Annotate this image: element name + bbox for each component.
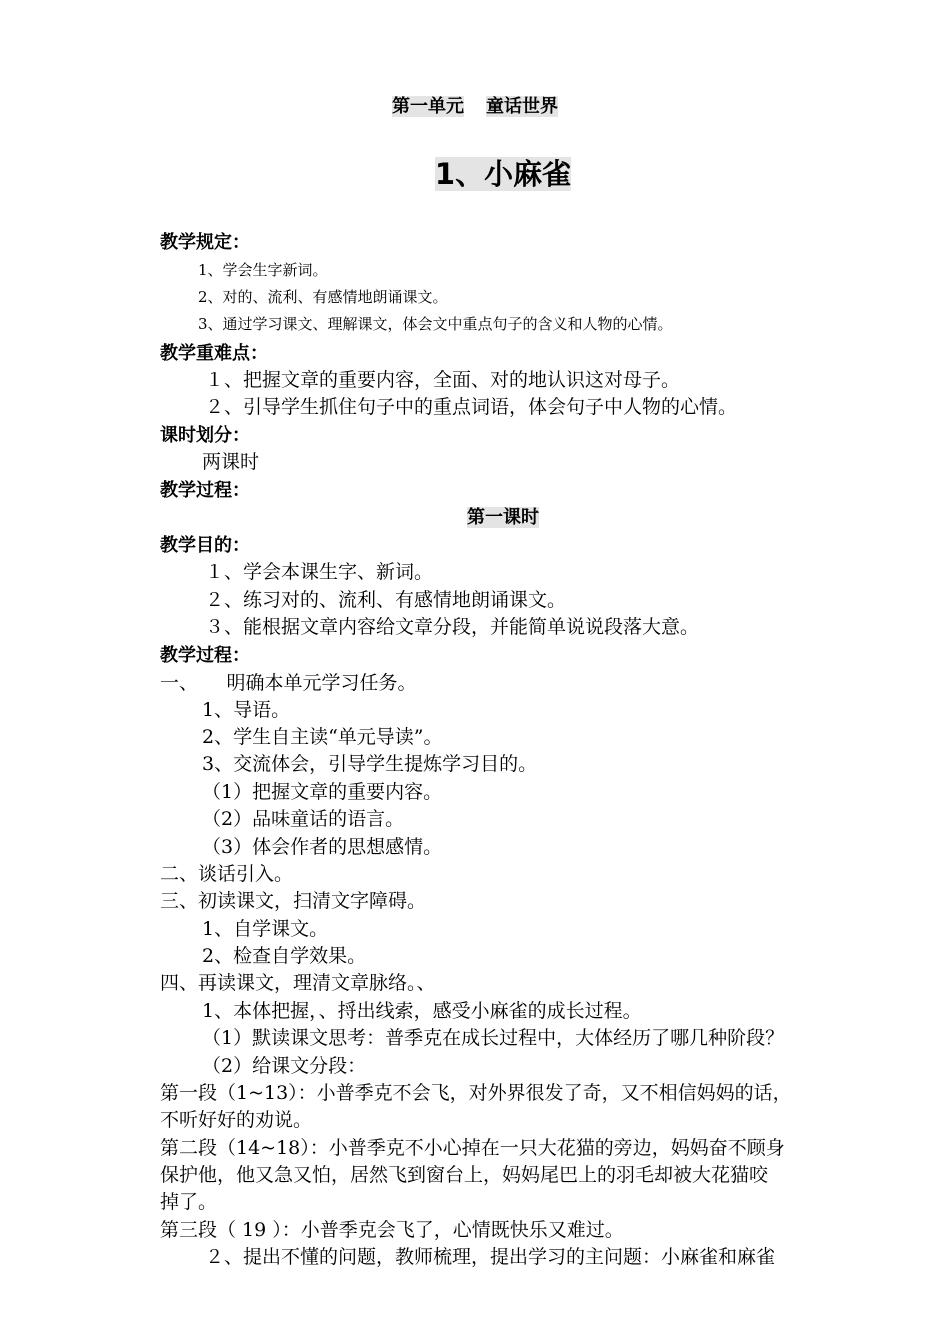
step-line: 1、自学课文。	[202, 918, 329, 940]
key-points-heading: 教学重难点：	[160, 343, 268, 364]
step-line: 二、谈话引入。	[160, 863, 294, 885]
step-line: 1、本体把握，、捋出线索，感受小麻雀的成长过程。	[202, 1000, 642, 1022]
first-period-title	[0, 504, 950, 531]
step-line: 掉了。	[160, 1191, 218, 1213]
requirement-item: 3、通过学习课文、理解课文，体会文中重点句子的含义和人物的心情。	[198, 315, 673, 333]
periods-value: 两课时	[202, 451, 260, 473]
objectives-heading: 教学目的：	[160, 535, 250, 556]
process-heading: 教学过程：	[160, 480, 250, 501]
requirement-item: 2、对的、流利、有感情地朗诵课文。	[198, 288, 448, 306]
first-period-title-text: 第一课时	[467, 507, 539, 528]
objective-item: １、学会本课生字、新词。	[205, 561, 434, 583]
step-line: 1、导语。	[202, 699, 291, 721]
step-line: 2、检查自学效果。	[202, 945, 367, 967]
lesson-title	[0, 152, 950, 193]
step-line: 保护他，他又急又怕，居然飞到窗台上，妈妈尾巴上的羽毛却被大花猫咬	[160, 1164, 769, 1186]
process2-heading: 教学过程：	[160, 645, 250, 666]
step-line: 四、再读课文，理清文章脉络。、	[160, 972, 436, 994]
periods-heading: 课时划分：	[160, 425, 250, 446]
unit-title-part-2: 童话世界	[486, 96, 558, 117]
step-line: （1）把握文章的重要内容。	[202, 781, 443, 803]
step-line: （3）体会作者的思想感情。	[202, 836, 443, 858]
step-line: ２、提出不懂的问题，教师梳理，提出学习的主问题：小麻雀和麻雀	[205, 1246, 776, 1268]
step-line: 3、交流体会，引导学生提炼学习目的。	[202, 753, 538, 775]
unit-title	[0, 92, 950, 118]
key-point-item: ２、引导学生抓住句子中的重点词语，体会句子中人物的心情。	[205, 396, 738, 418]
objective-item: ２、练习对的、流利、有感情地朗诵课文。	[205, 589, 567, 611]
requirement-item: 1、学会生字新词。	[198, 261, 328, 279]
step-line: 不听好好的劝说。	[160, 1109, 313, 1131]
objective-item: ３、能根据文章内容给文章分段，并能简单说说段落大意。	[205, 616, 700, 638]
step-line: 第二段（14~18）：小普季克不小心掉在一只大花猫的旁边，妈妈奋不顾身	[160, 1137, 785, 1159]
requirements-heading: 教学规定：	[160, 232, 250, 253]
unit-title-part-1: 第一单元	[392, 96, 464, 117]
step-line: 2、学生自主读“单元导读”。	[202, 726, 443, 748]
key-point-item: １、把握文章的重要内容，全面、对的地认识这对母子。	[205, 369, 681, 391]
step-line: 一、 明确本单元学习任务。	[160, 672, 417, 694]
step-line: 三、初读课文，扫清文字障碍。	[160, 890, 427, 912]
step-line: 第三段（ 19 ）：小普季克会飞了，心情既快乐又难过。	[160, 1219, 624, 1241]
step-line: （2）给课文分段：	[202, 1055, 367, 1077]
lesson-title-text: 1、小麻雀	[434, 157, 572, 191]
step-line: 第一段（1~13）：小普季克不会飞，对外界很发了奇，又不相信妈妈的话，	[160, 1082, 792, 1104]
step-line: （1）默读课文思考：普季克在成长过程中，大体经历了哪几种阶段？	[202, 1027, 785, 1049]
step-line: （2）品味童话的语言。	[202, 808, 405, 830]
